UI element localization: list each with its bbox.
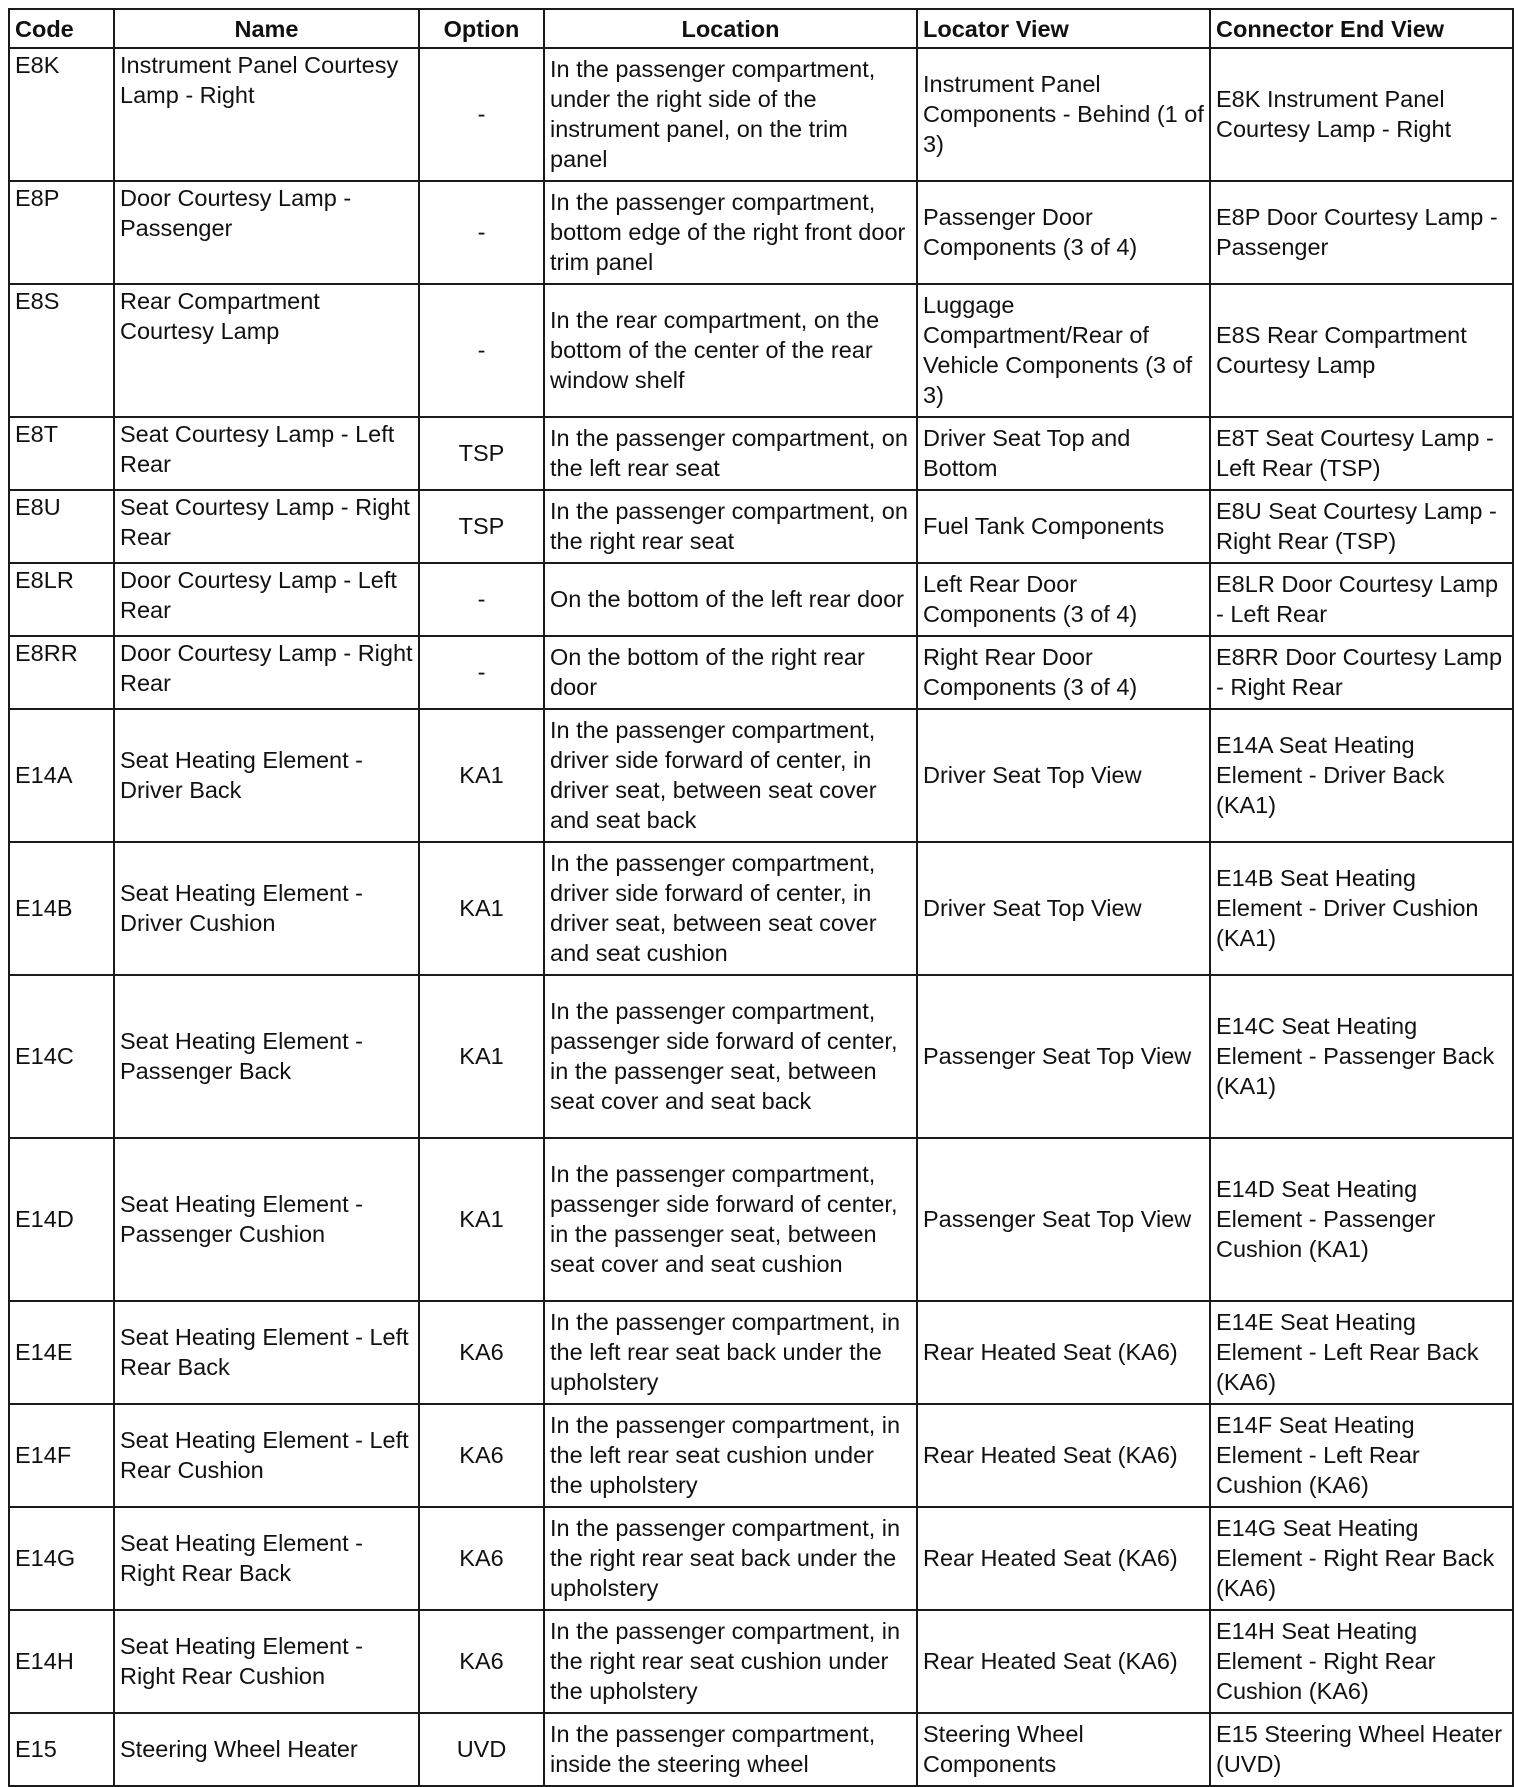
table-row — [9, 284, 1513, 417]
cell-name: Seat Heating Element - Driver Back — [114, 709, 419, 842]
cell-name: Seat Heating Element - Driver Cushion — [114, 842, 419, 975]
cell-name: Door Courtesy Lamp - Passenger — [114, 181, 419, 284]
cell-connector-end-view[interactable]: E14A Seat Heating Element - Driver Back (KA1) — [1210, 709, 1513, 842]
cell-name: Steering Wheel Heater — [114, 1713, 419, 1786]
table-row — [9, 1138, 1513, 1301]
cell-locator-view[interactable]: Left Rear Door Components (3 of 4) — [917, 563, 1210, 636]
header-locator-view: Locator View — [917, 9, 1210, 48]
cell-location: On the bottom of the right rear door — [544, 636, 917, 709]
cell-code: E14H — [9, 1610, 114, 1713]
header-code: Code — [9, 9, 114, 48]
cell-code: E14G — [9, 1507, 114, 1610]
cell-locator-view[interactable]: Driver Seat Top View — [917, 842, 1210, 975]
cell-name: Seat Heating Element - Left Rear Cushion — [114, 1404, 419, 1507]
table-row — [9, 563, 1513, 636]
cell-code: E14A — [9, 709, 114, 842]
cell-connector-end-view[interactable]: E14B Seat Heating Element - Driver Cushion (KA1) — [1210, 842, 1513, 975]
cell-code: E14C — [9, 975, 114, 1138]
cell-location: In the passenger compartment, driver side forward of center, in driver seat, between seat cover and seat back — [544, 709, 917, 842]
cell-connector-end-view[interactable]: E14E Seat Heating Element - Left Rear Back (KA6) — [1210, 1301, 1513, 1404]
cell-location: In the passenger compartment, passenger side forward of center, in the passenger seat, between seat cover and seat cushion — [544, 1138, 917, 1301]
cell-option: KA1 — [419, 842, 544, 975]
component-locator-table — [8, 8, 1514, 1787]
cell-option: KA6 — [419, 1610, 544, 1713]
cell-connector-end-view[interactable]: E8U Seat Courtesy Lamp - Right Rear (TSP) — [1210, 490, 1513, 563]
cell-connector-end-view[interactable]: E8S Rear Compartment Courtesy Lamp — [1210, 284, 1513, 417]
cell-location: In the passenger compartment, driver side forward of center, in driver seat, between seat cover and seat cushion — [544, 842, 917, 975]
cell-code: E8K — [9, 48, 114, 181]
table-row — [9, 417, 1513, 490]
cell-name: Seat Heating Element - Right Rear Back — [114, 1507, 419, 1610]
cell-location: In the passenger compartment, on the right rear seat — [544, 490, 917, 563]
header-connector-end-view: Connector End View — [1210, 9, 1513, 48]
cell-option: KA1 — [419, 1138, 544, 1301]
header-location: Location — [544, 9, 917, 48]
cell-option: KA6 — [419, 1301, 544, 1404]
cell-name: Seat Heating Element - Passenger Back — [114, 975, 419, 1138]
table-row — [9, 636, 1513, 709]
cell-connector-end-view[interactable]: E8LR Door Courtesy Lamp - Left Rear — [1210, 563, 1513, 636]
cell-code: E14B — [9, 842, 114, 975]
cell-option: KA6 — [419, 1507, 544, 1610]
cell-connector-end-view[interactable]: E14H Seat Heating Element - Right Rear Cushion (KA6) — [1210, 1610, 1513, 1713]
cell-name: Seat Heating Element - Passenger Cushion — [114, 1138, 419, 1301]
cell-code: E8LR — [9, 563, 114, 636]
cell-code: E8T — [9, 417, 114, 490]
cell-name: Seat Heating Element - Right Rear Cushion — [114, 1610, 419, 1713]
cell-connector-end-view[interactable]: E8RR Door Courtesy Lamp - Right Rear — [1210, 636, 1513, 709]
cell-option: KA1 — [419, 975, 544, 1138]
cell-option: KA6 — [419, 1404, 544, 1507]
table-row — [9, 975, 1513, 1138]
cell-connector-end-view[interactable]: E8P Door Courtesy Lamp - Passenger — [1210, 181, 1513, 284]
table-row — [9, 1713, 1513, 1786]
cell-connector-end-view[interactable]: E8T Seat Courtesy Lamp - Left Rear (TSP) — [1210, 417, 1513, 490]
cell-connector-end-view[interactable]: E14C Seat Heating Element - Passenger Back (KA1) — [1210, 975, 1513, 1138]
cell-locator-view[interactable]: Instrument Panel Components - Behind (1 of 3) — [917, 48, 1210, 181]
header-row — [9, 9, 1513, 48]
table-row — [9, 181, 1513, 284]
cell-option: - — [419, 563, 544, 636]
cell-locator-view[interactable]: Passenger Seat Top View — [917, 1138, 1210, 1301]
cell-option: - — [419, 48, 544, 181]
cell-name: Seat Courtesy Lamp - Right Rear — [114, 490, 419, 563]
cell-option: UVD — [419, 1713, 544, 1786]
table-row — [9, 1507, 1513, 1610]
table-row — [9, 1301, 1513, 1404]
cell-connector-end-view[interactable]: E14D Seat Heating Element - Passenger Cushion (KA1) — [1210, 1138, 1513, 1301]
cell-locator-view[interactable]: Steering Wheel Components — [917, 1713, 1210, 1786]
table-row — [9, 1404, 1513, 1507]
cell-name: Door Courtesy Lamp - Left Rear — [114, 563, 419, 636]
cell-code: E15 — [9, 1713, 114, 1786]
cell-locator-view[interactable]: Driver Seat Top View — [917, 709, 1210, 842]
cell-location: In the passenger compartment, in the left rear seat cushion under the upholstery — [544, 1404, 917, 1507]
cell-locator-view[interactable]: Rear Heated Seat (KA6) — [917, 1301, 1210, 1404]
cell-connector-end-view[interactable]: E14G Seat Heating Element - Right Rear Back (KA6) — [1210, 1507, 1513, 1610]
cell-option: KA1 — [419, 709, 544, 842]
cell-locator-view[interactable]: Rear Heated Seat (KA6) — [917, 1610, 1210, 1713]
cell-location: In the passenger compartment, on the left rear seat — [544, 417, 917, 490]
table-row — [9, 48, 1513, 181]
cell-name: Instrument Panel Courtesy Lamp - Right — [114, 48, 419, 181]
cell-locator-view[interactable]: Rear Heated Seat (KA6) — [917, 1507, 1210, 1610]
cell-connector-end-view[interactable]: E8K Instrument Panel Courtesy Lamp - Right — [1210, 48, 1513, 181]
cell-option: TSP — [419, 490, 544, 563]
cell-option: - — [419, 636, 544, 709]
header-option: Option — [419, 9, 544, 48]
cell-code: E14E — [9, 1301, 114, 1404]
cell-code: E8U — [9, 490, 114, 563]
cell-location: In the passenger compartment, under the right side of the instrument panel, on the trim panel — [544, 48, 917, 181]
cell-connector-end-view[interactable]: E14F Seat Heating Element - Left Rear Cushion (KA6) — [1210, 1404, 1513, 1507]
cell-code: E8S — [9, 284, 114, 417]
cell-code: E8P — [9, 181, 114, 284]
cell-locator-view[interactable]: Passenger Door Components (3 of 4) — [917, 181, 1210, 284]
cell-location: In the passenger compartment, passenger side forward of center, in the passenger seat, between seat cover and seat back — [544, 975, 917, 1138]
cell-code: E14F — [9, 1404, 114, 1507]
cell-code: E8RR — [9, 636, 114, 709]
cell-option: - — [419, 284, 544, 417]
cell-locator-view[interactable]: Fuel Tank Components — [917, 490, 1210, 563]
cell-location: On the bottom of the left rear door — [544, 563, 917, 636]
header-name: Name — [114, 9, 419, 48]
cell-location: In the passenger compartment, in the right rear seat cushion under the upholstery — [544, 1610, 917, 1713]
cell-name: Rear Compartment Courtesy Lamp — [114, 284, 419, 417]
table-row — [9, 842, 1513, 975]
cell-name: Seat Heating Element - Left Rear Back — [114, 1301, 419, 1404]
cell-location: In the passenger compartment, bottom edge of the right front door trim panel — [544, 181, 917, 284]
cell-connector-end-view[interactable]: E15 Steering Wheel Heater (UVD) — [1210, 1713, 1513, 1786]
cell-code: E14D — [9, 1138, 114, 1301]
cell-location: In the passenger compartment, in the left rear seat back under the upholstery — [544, 1301, 917, 1404]
table-row — [9, 490, 1513, 563]
cell-locator-view[interactable]: Rear Heated Seat (KA6) — [917, 1404, 1210, 1507]
cell-locator-view[interactable]: Driver Seat Top and Bottom — [917, 417, 1210, 490]
cell-location: In the passenger compartment, in the right rear seat back under the upholstery — [544, 1507, 917, 1610]
table-row — [9, 1610, 1513, 1713]
cell-location: In the passenger compartment, inside the steering wheel — [544, 1713, 917, 1786]
cell-option: - — [419, 181, 544, 284]
table-row — [9, 709, 1513, 842]
cell-location: In the rear compartment, on the bottom of the center of the rear window shelf — [544, 284, 917, 417]
cell-option: TSP — [419, 417, 544, 490]
cell-name: Seat Courtesy Lamp - Left Rear — [114, 417, 419, 490]
cell-locator-view[interactable]: Passenger Seat Top View — [917, 975, 1210, 1138]
cell-name: Door Courtesy Lamp - Right Rear — [114, 636, 419, 709]
cell-locator-view[interactable]: Luggage Compartment/Rear of Vehicle Components (3 of 3) — [917, 284, 1210, 417]
cell-locator-view[interactable]: Right Rear Door Components (3 of 4) — [917, 636, 1210, 709]
